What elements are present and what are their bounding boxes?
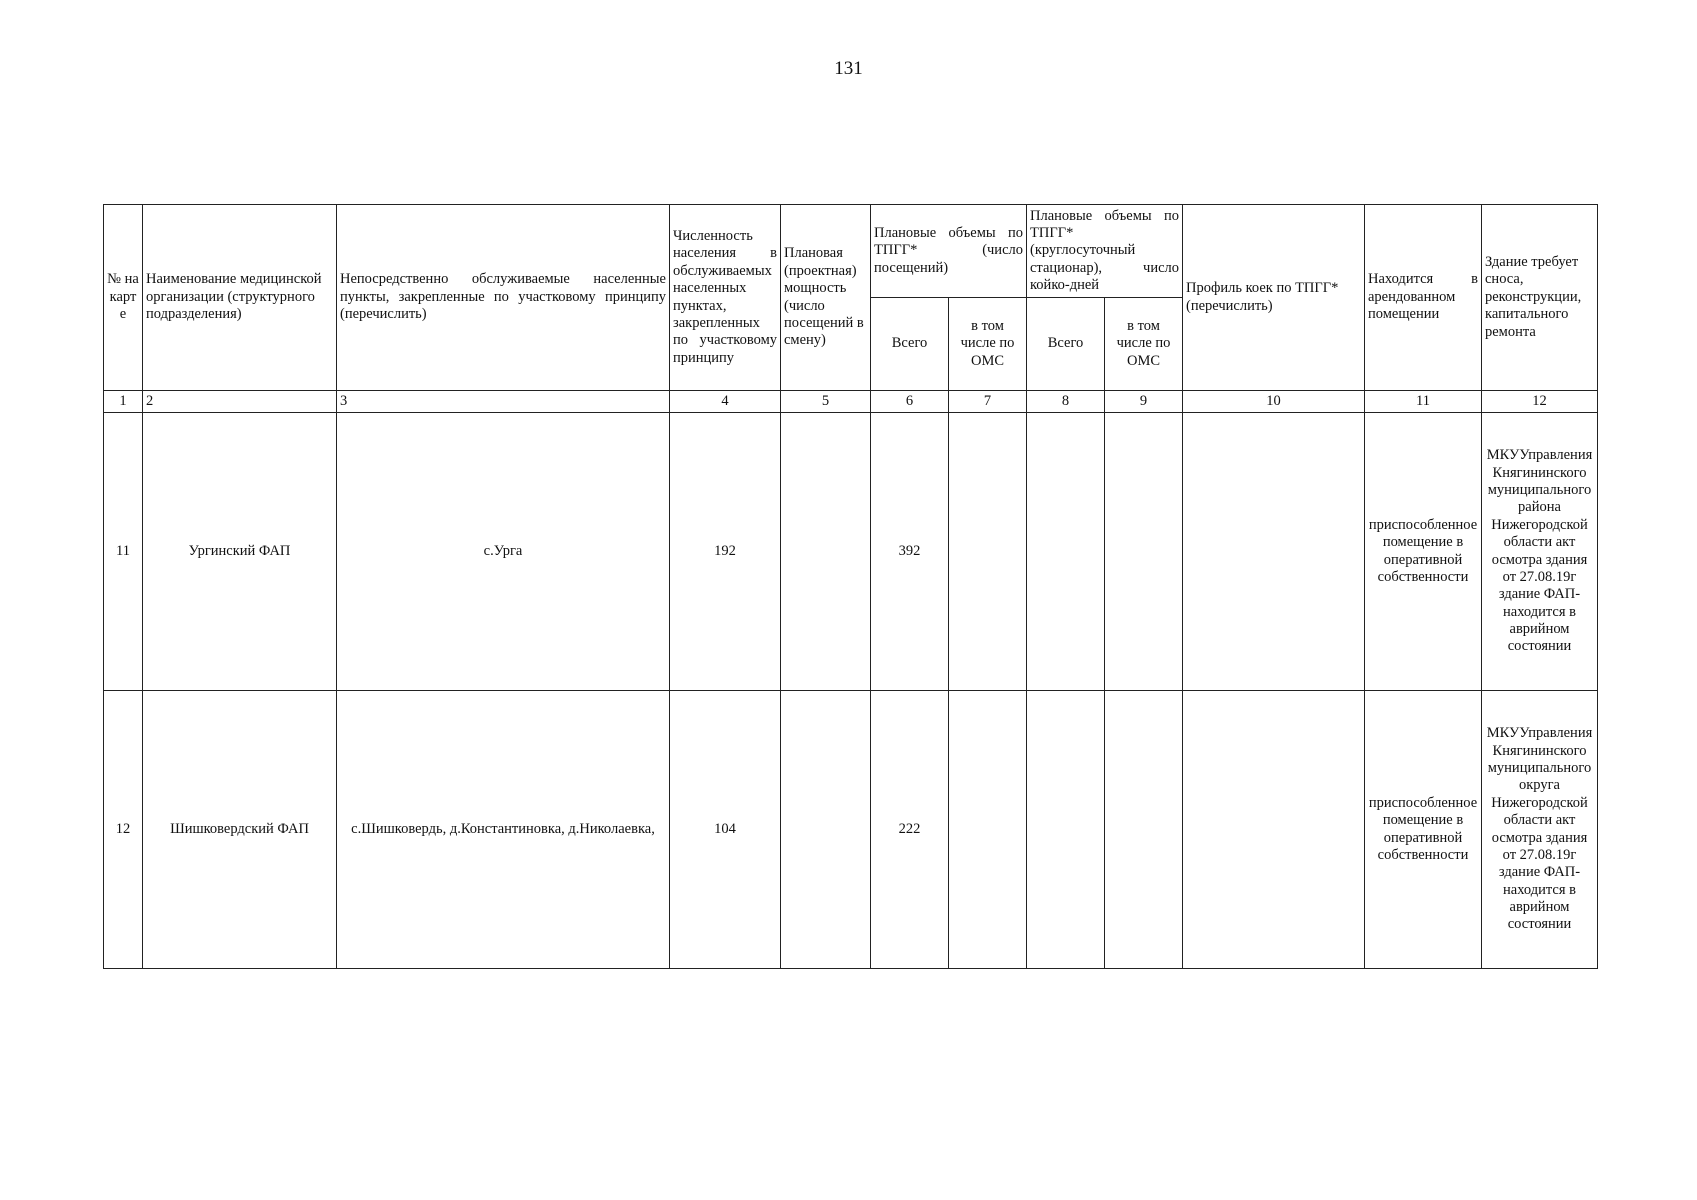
cell-organization-name: Шишковердский ФАП	[143, 691, 337, 969]
column-number: 1	[104, 391, 143, 413]
cell-settlements: с.Урга	[337, 413, 670, 691]
table-row	[104, 691, 1598, 969]
cell-organization-name: Ургинский ФАП	[143, 413, 337, 691]
column-number: 3	[337, 391, 670, 413]
cell-rented-premises: приспособленное помещение в оперативной собственности	[1365, 413, 1482, 691]
column-number: 2	[143, 391, 337, 413]
column-number: 5	[781, 391, 871, 413]
cell-visits-total: 222	[871, 691, 949, 969]
column-number: 8	[1027, 391, 1105, 413]
header-row	[104, 205, 1598, 298]
column-number: 7	[949, 391, 1027, 413]
cell-bed-profile	[1183, 691, 1365, 969]
column-number: 10	[1183, 391, 1365, 413]
header-planned-visits: Плановые объемы по ТПГГ* (число посещений)	[871, 205, 1027, 298]
cell-population: 104	[670, 691, 781, 969]
header-building-state: Здание требует сноса, реконструкции, капитального ремонта	[1482, 205, 1598, 391]
header-rented-premises: Находится в арендованном помещении	[1365, 205, 1482, 391]
header-beds-oms: в том числе по ОМС	[1105, 298, 1183, 391]
header-visits-total: Всего	[871, 298, 949, 391]
column-number: 4	[670, 391, 781, 413]
cell-visits-oms	[949, 413, 1027, 691]
header-planned-capacity: Плановая (проектная) мощность (число посещений в смену)	[781, 205, 871, 391]
cell-rented-premises: приспособленное помещение в оперативной собственности	[1365, 691, 1482, 969]
cell-bed-profile	[1183, 413, 1365, 691]
column-number-row	[104, 391, 1598, 413]
header-bed-profile: Профиль коек по ТПГГ* (перечислить)	[1183, 205, 1365, 391]
header-beds-total: Всего	[1027, 298, 1105, 391]
header-planned-bed-days: Плановые объемы по ТПГГ* (круглосуточный стационар), число койко-дней	[1027, 205, 1183, 298]
column-number: 11	[1365, 391, 1482, 413]
header-visits-oms: в том числе по ОМС	[949, 298, 1027, 391]
cell-building-state: МКУУправления Княгининского муниципального района Нижегородской области акт осмотра здания от 27.08.19г здание ФАП-находится в аврийном состоянии	[1482, 413, 1598, 691]
column-number: 12	[1482, 391, 1598, 413]
column-number: 6	[871, 391, 949, 413]
cell-beds-total	[1027, 413, 1105, 691]
cell-settlements: с.Шишковердь, д.Константиновка, д.Николаевка,	[337, 691, 670, 969]
header-settlements: Непосредственно обслуживаемые населенные пункты, закрепленные по участковому принципу (перечислить)	[337, 205, 670, 391]
column-number: 9	[1105, 391, 1183, 413]
cell-population: 192	[670, 413, 781, 691]
header-population: Численность населения в обслуживаемых населенных пунктах, закрепленных по участковому принципу	[670, 205, 781, 391]
header-organization-name: Наименование медицинской организации (структурного подразделения)	[143, 205, 337, 391]
medical-facilities-table	[103, 204, 1598, 969]
cell-beds-oms	[1105, 413, 1183, 691]
cell-beds-oms	[1105, 691, 1183, 969]
cell-visits-oms	[949, 691, 1027, 969]
cell-planned-capacity	[781, 413, 871, 691]
cell-building-state: МКУУправления Княгининского муниципального округа Нижегородской области акт осмотра здания от 27.08.19г здание ФАП-находится в аврийном состоянии	[1482, 691, 1598, 969]
page-number: 131	[834, 58, 863, 79]
table-row	[104, 413, 1598, 691]
cell-visits-total: 392	[871, 413, 949, 691]
header-map-number: № на карте	[104, 205, 143, 391]
cell-map-number: 12	[104, 691, 143, 969]
cell-beds-total	[1027, 691, 1105, 969]
cell-map-number: 11	[104, 413, 143, 691]
cell-planned-capacity	[781, 691, 871, 969]
